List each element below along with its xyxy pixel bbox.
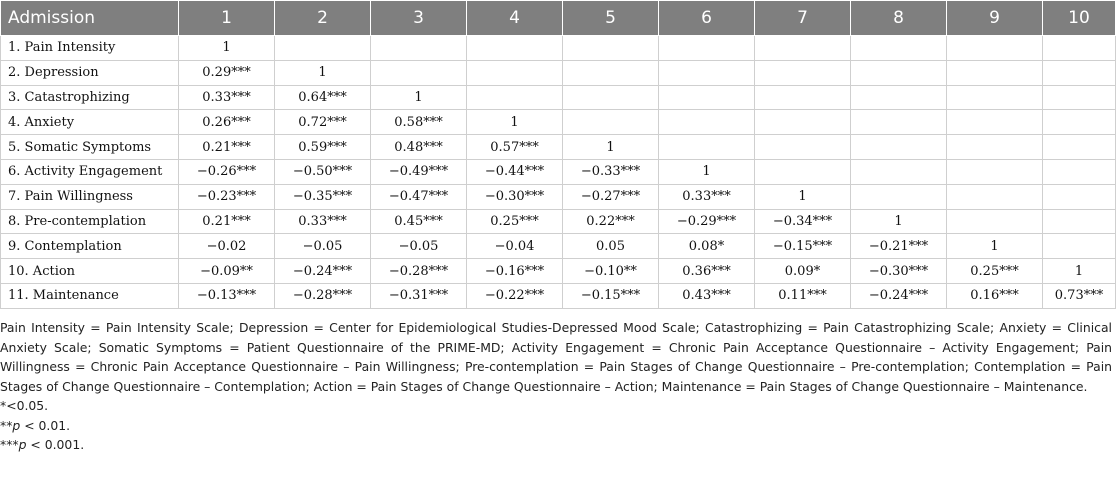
- table-row: [1, 36, 1116, 61]
- row-label: 1. Pain Intensity: [1, 36, 179, 61]
- correlation-cell: [947, 209, 1043, 234]
- correlation-cell: [1043, 36, 1116, 61]
- correlation-cell: 0.25***: [467, 209, 563, 234]
- correlation-cell: [755, 110, 851, 135]
- correlation-cell: [1043, 60, 1116, 85]
- sig3-stars: ***: [0, 437, 19, 452]
- correlation-cell: [371, 60, 467, 85]
- correlation-cell: [1043, 159, 1116, 184]
- significance-note-1-text: *<0.05.: [0, 398, 49, 413]
- correlation-cell: [851, 85, 947, 110]
- correlation-cell: 0.16***: [947, 283, 1043, 308]
- correlation-cell: 0.25***: [947, 259, 1043, 284]
- correlation-cell: −0.10**: [563, 259, 659, 284]
- correlation-cell: [851, 110, 947, 135]
- sig3-p: p: [18, 437, 27, 452]
- header-col-5: 5: [563, 1, 659, 36]
- correlation-cell: 1: [563, 135, 659, 160]
- correlation-cell: −0.21***: [851, 234, 947, 259]
- correlation-cell: [467, 85, 563, 110]
- correlation-cell: −0.28***: [371, 259, 467, 284]
- table-row: [1, 283, 1116, 308]
- correlation-cell: 1: [755, 184, 851, 209]
- header-admission: Admission: [1, 1, 179, 36]
- correlation-cell: [947, 85, 1043, 110]
- correlation-cell: −0.23***: [179, 184, 275, 209]
- correlation-cell: 1: [1043, 259, 1116, 284]
- correlation-cell: 1: [467, 110, 563, 135]
- correlation-cell: 0.45***: [371, 209, 467, 234]
- table-footnotes: [0, 318, 1112, 455]
- header-col-6: 6: [659, 1, 755, 36]
- correlation-cell: [947, 60, 1043, 85]
- correlation-cell: 0.48***: [371, 135, 467, 160]
- correlation-cell: −0.44***: [467, 159, 563, 184]
- abbreviations-note: Pain Intensity = Pain Intensity Scale; Depression = Center for Epidemiological Studies-Depressed Mood Scale; Catastrophizing = Pain Catastrophizing Scale; Anxiety = Clinical Anxiety Scale; Somatic Symptoms = Patient Questionnaire of the PRIME-MD; Activity Engagement = Chronic Pain Acceptance Questionnaire – Activity Engagement; Pain Willingness = Chronic Pain Acceptance Questionnaire – Pain Willingness; Pre-contemplation = Pain Stages of Change Questionnaire – Pre-contemplation; Contemplation = Pain Stages of Change Questionnaire – Contemplation; Action = Pain Stages of Change Questionnaire – Action; Maintenance = Pain Stages of Change Questionnaire – Maintenance.: [0, 320, 1112, 394]
- correlation-cell: [1043, 110, 1116, 135]
- correlation-cell: −0.30***: [851, 259, 947, 284]
- correlation-cell: 1: [179, 36, 275, 61]
- correlation-cell: [1043, 209, 1116, 234]
- correlation-cell: 0.09*: [755, 259, 851, 284]
- correlation-cell: 1: [371, 85, 467, 110]
- row-label: 7. Pain Willingness: [1, 184, 179, 209]
- table-row: [1, 259, 1116, 284]
- correlation-cell: [851, 184, 947, 209]
- correlation-cell: [851, 159, 947, 184]
- correlation-cell: [947, 184, 1043, 209]
- row-label: 11. Maintenance: [1, 283, 179, 308]
- correlation-cell: [467, 36, 563, 61]
- correlation-cell: 0.29***: [179, 60, 275, 85]
- correlation-cell: 0.73***: [1043, 283, 1116, 308]
- correlation-cell: [755, 60, 851, 85]
- row-label: 2. Depression: [1, 60, 179, 85]
- correlation-cell: −0.16***: [467, 259, 563, 284]
- correlation-cell: −0.05: [275, 234, 371, 259]
- correlation-cell: 1: [275, 60, 371, 85]
- table-row: [1, 184, 1116, 209]
- correlation-cell: −0.24***: [275, 259, 371, 284]
- correlation-cell: −0.29***: [659, 209, 755, 234]
- table-row: [1, 60, 1116, 85]
- correlation-cell: [563, 36, 659, 61]
- correlation-cell: 0.43***: [659, 283, 755, 308]
- significance-note-1: [0, 396, 1112, 416]
- correlation-cell: 1: [851, 209, 947, 234]
- correlation-cell: [947, 159, 1043, 184]
- correlation-cell: −0.15***: [755, 234, 851, 259]
- header-col-1: 1: [179, 1, 275, 36]
- correlation-cell: 0.26***: [179, 110, 275, 135]
- row-label: 10. Action: [1, 259, 179, 284]
- table-header: [1, 1, 1116, 36]
- correlation-cell: 0.33***: [179, 85, 275, 110]
- row-label: 6. Activity Engagement: [1, 159, 179, 184]
- table-body: [1, 36, 1116, 309]
- table-row: [1, 209, 1116, 234]
- correlation-cell: [1043, 85, 1116, 110]
- significance-note-2: [0, 416, 1112, 436]
- row-label: 8. Pre-contemplation: [1, 209, 179, 234]
- sig2-p: p: [12, 417, 21, 433]
- correlation-cell: [755, 159, 851, 184]
- correlation-cell: [947, 110, 1043, 135]
- correlation-cell: [275, 36, 371, 61]
- sig2-stars: **: [0, 417, 13, 433]
- correlation-cell: [659, 135, 755, 160]
- row-label: 5. Somatic Symptoms: [1, 135, 179, 160]
- correlation-cell: −0.09**: [179, 259, 275, 284]
- correlation-cell: [659, 110, 755, 135]
- correlation-cell: 0.08*: [659, 234, 755, 259]
- correlation-cell: [851, 36, 947, 61]
- header-col-3: 3: [371, 1, 467, 36]
- correlation-cell: −0.26***: [179, 159, 275, 184]
- correlation-cell: [755, 36, 851, 61]
- correlation-cell: 0.21***: [179, 135, 275, 160]
- correlation-cell: −0.35***: [275, 184, 371, 209]
- correlation-cell: 1: [659, 159, 755, 184]
- correlation-cell: −0.27***: [563, 184, 659, 209]
- correlation-cell: 0.05: [563, 234, 659, 259]
- correlation-cell: [1043, 184, 1116, 209]
- correlation-cell: 0.57***: [467, 135, 563, 160]
- table-row: [1, 234, 1116, 259]
- table-row: [1, 85, 1116, 110]
- sig2-rest: < 0.01.: [20, 417, 71, 433]
- row-label: 3. Catastrophizing: [1, 85, 179, 110]
- header-col-8: 8: [851, 1, 947, 36]
- correlation-cell: −0.24***: [851, 283, 947, 308]
- correlation-cell: −0.28***: [275, 283, 371, 308]
- correlation-cell: 0.58***: [371, 110, 467, 135]
- correlation-cell: −0.02: [179, 234, 275, 259]
- correlation-cell: [1043, 234, 1116, 259]
- correlation-cell: [947, 36, 1043, 61]
- correlation-cell: [467, 60, 563, 85]
- correlation-cell: [371, 36, 467, 61]
- correlation-cell: [1043, 135, 1116, 160]
- correlation-cell: −0.31***: [371, 283, 467, 308]
- correlation-cell: [755, 135, 851, 160]
- correlation-cell: −0.49***: [371, 159, 467, 184]
- header-col-9: 9: [947, 1, 1043, 36]
- correlation-cell: 0.64***: [275, 85, 371, 110]
- correlation-cell: −0.34***: [755, 209, 851, 234]
- header-row: [1, 1, 1116, 36]
- correlation-cell: −0.04: [467, 234, 563, 259]
- correlation-cell: −0.05: [371, 234, 467, 259]
- correlation-cell: −0.47***: [371, 184, 467, 209]
- correlation-cell: −0.22***: [467, 283, 563, 308]
- correlation-cell: 1: [947, 234, 1043, 259]
- correlation-cell: [755, 85, 851, 110]
- correlation-cell: [659, 36, 755, 61]
- header-col-7: 7: [755, 1, 851, 36]
- table-row: [1, 135, 1116, 160]
- correlation-cell: 0.33***: [275, 209, 371, 234]
- correlation-cell: [851, 60, 947, 85]
- correlation-cell: −0.30***: [467, 184, 563, 209]
- row-label: 4. Anxiety: [1, 110, 179, 135]
- correlation-cell: [563, 60, 659, 85]
- correlation-cell: −0.50***: [275, 159, 371, 184]
- correlation-cell: [851, 135, 947, 160]
- correlation-cell: 0.21***: [179, 209, 275, 234]
- correlation-cell: 0.11***: [755, 283, 851, 308]
- table-row: [1, 110, 1116, 135]
- correlation-cell: 0.72***: [275, 110, 371, 135]
- sig3-rest: < 0.001.: [26, 437, 85, 452]
- correlation-cell: [659, 60, 755, 85]
- correlation-cell: 0.36***: [659, 259, 755, 284]
- header-col-4: 4: [467, 1, 563, 36]
- row-label: 9. Contemplation: [1, 234, 179, 259]
- table-row: [1, 159, 1116, 184]
- correlation-cell: 0.33***: [659, 184, 755, 209]
- correlation-cell: 0.22***: [563, 209, 659, 234]
- header-col-10: 10: [1043, 1, 1116, 36]
- correlation-cell: −0.15***: [563, 283, 659, 308]
- header-col-2: 2: [275, 1, 371, 36]
- significance-note-3: [0, 435, 1112, 455]
- correlation-cell: [947, 135, 1043, 160]
- correlation-cell: [659, 85, 755, 110]
- correlation-cell: [563, 110, 659, 135]
- correlation-cell: −0.33***: [563, 159, 659, 184]
- correlation-cell: −0.13***: [179, 283, 275, 308]
- correlation-cell: [563, 85, 659, 110]
- correlation-cell: 0.59***: [275, 135, 371, 160]
